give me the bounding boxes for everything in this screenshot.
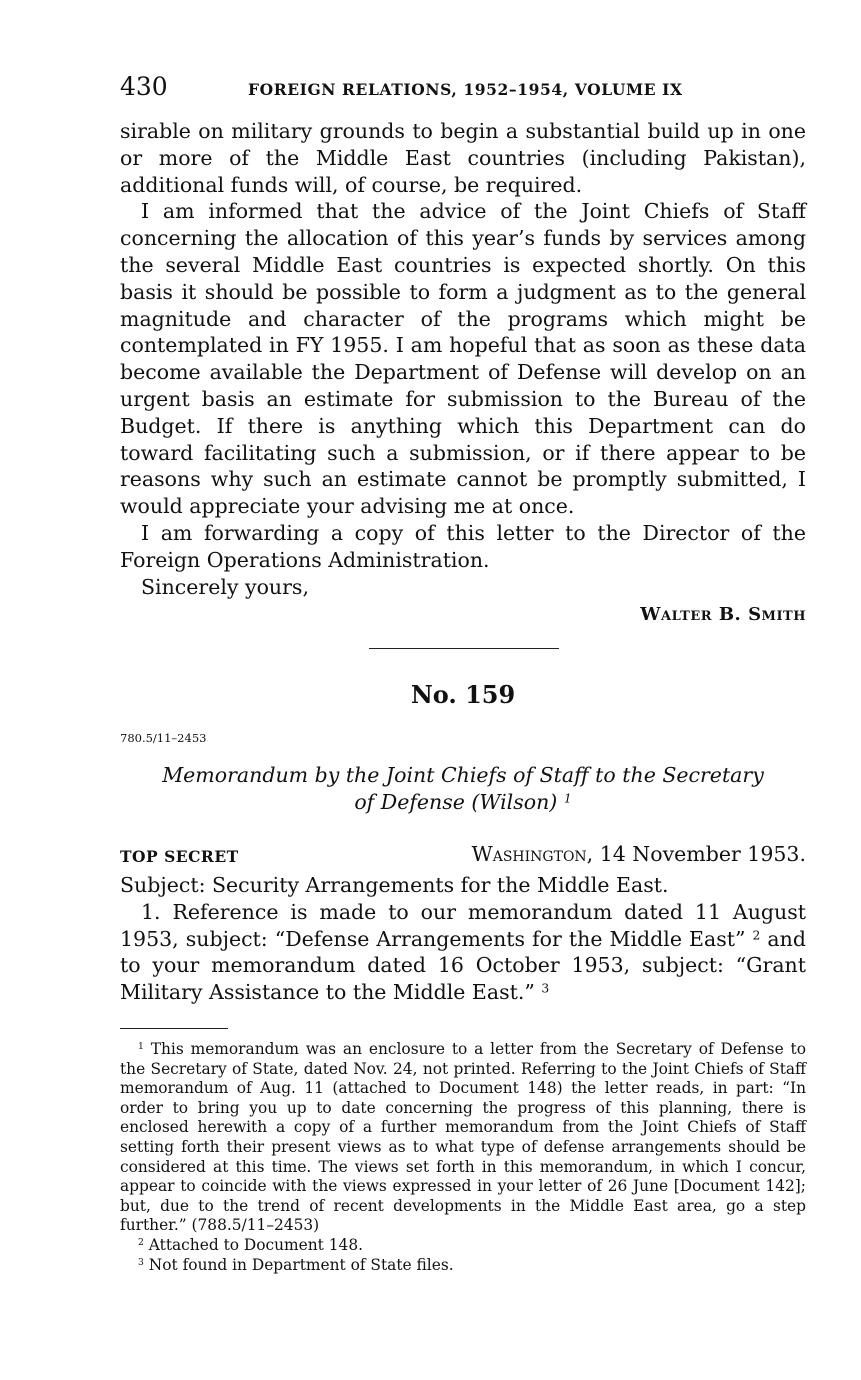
paragraph: I am forwarding a copy of this letter to the Director of the Foreign Operations Administration. xyxy=(120,520,806,572)
section-divider xyxy=(369,648,559,649)
dateline-date: , 14 November 1953. xyxy=(586,842,806,866)
letter-continuation xyxy=(120,118,806,600)
footnote-text: This memorandum was an enclosure to a letter from the Secretary of Defense to the Secretary of State, dated Nov. 24, not printed. Referring to the Joint Chiefs of Staff memorandum of Aug. 11 (attached to Document 148) the letter reads, in part: “In order to bring you up to date concerning the progress of this planning, there is enclosed herewith a copy of a further memorandum from the Joint Chiefs of Staff setting forth their present views as to what type of defense arrangements should be considered at this time. The views set forth in this memorandum, in which I concur, appear to coincide with the views expressed in your letter of 26 June [Document 142]; but, due to the trend of recent developments in the Middle East area, go a step further.” (788.5/11–2453) xyxy=(120,1040,806,1235)
document-title-text: Memorandum by the Joint Chiefs of Staff to the Secretary of Defense (Wilson) xyxy=(162,763,764,814)
footnote-marker: 2 xyxy=(752,927,761,942)
subject-line: Subject: Security Arrangements for the Middle East. xyxy=(120,873,669,897)
signature: Walter B. Smith xyxy=(640,604,806,625)
paragraph-text: 1. Reference is made to our memorandum dated 11 August 1953, subject: “Defense Arrangements for the Middle East” xyxy=(120,899,806,951)
footnote-marker: 2 xyxy=(138,1236,144,1248)
footnote xyxy=(120,1040,806,1236)
footnote xyxy=(120,1256,806,1276)
document-number: No. 159 xyxy=(410,680,516,709)
dateline-place: Washington xyxy=(471,842,587,866)
footnote-marker: 3 xyxy=(138,1256,144,1268)
running-title: FOREIGN RELATIONS, 1952–1954, VOLUME IX xyxy=(248,80,683,99)
file-reference: 780.5/11–2453 xyxy=(120,731,207,745)
footnote-marker: 1 xyxy=(138,1040,144,1052)
footnote-text: Attached to Document 148. xyxy=(148,1235,364,1254)
page-number: 430 xyxy=(120,72,168,101)
footnote-marker: 1 xyxy=(563,791,572,806)
footnote-marker: 3 xyxy=(541,981,550,996)
paragraph: sirable on military grounds to begin a substantial build up in one or more of the Middle East countries (including Pakistan), additional funds will, of course, be required. xyxy=(120,119,806,197)
paragraph-text: and to your memorandum dated 16 October 1953, subject: “Grant Military Assistance to the Middle East.” xyxy=(120,926,806,1005)
footnotes xyxy=(120,1040,806,1275)
memo-body xyxy=(120,872,806,1006)
document-title xyxy=(150,762,776,816)
paragraph xyxy=(120,899,806,1006)
classification-label: TOP SECRET xyxy=(120,847,239,866)
paragraph: I am informed that the advice of the Joint Chiefs of Staff concerning the allocation of this year’s funds by services among the several Middle East countries is expected shortly. On this basis it should be possible to form a judgment as to the general magnitude and character of the programs which might be contemplated in FY 1955. I am hopeful that as soon as these data become available the Department of Defense will develop on an urgent basis an estimate for submission to the Bureau of the Budget. If there is anything which this Department can do toward facilitating such a submission, or if there appear to be reasons why such an estimate cannot be promptly submitted, I would appreciate your advising me at once. xyxy=(120,199,806,519)
footnote-text: Not found in Department of State files. xyxy=(148,1255,454,1274)
closing: Sincerely yours, xyxy=(141,574,309,599)
footnote xyxy=(120,1236,806,1256)
dateline xyxy=(472,842,806,866)
footnote-rule xyxy=(120,1028,228,1029)
running-head xyxy=(120,72,806,106)
